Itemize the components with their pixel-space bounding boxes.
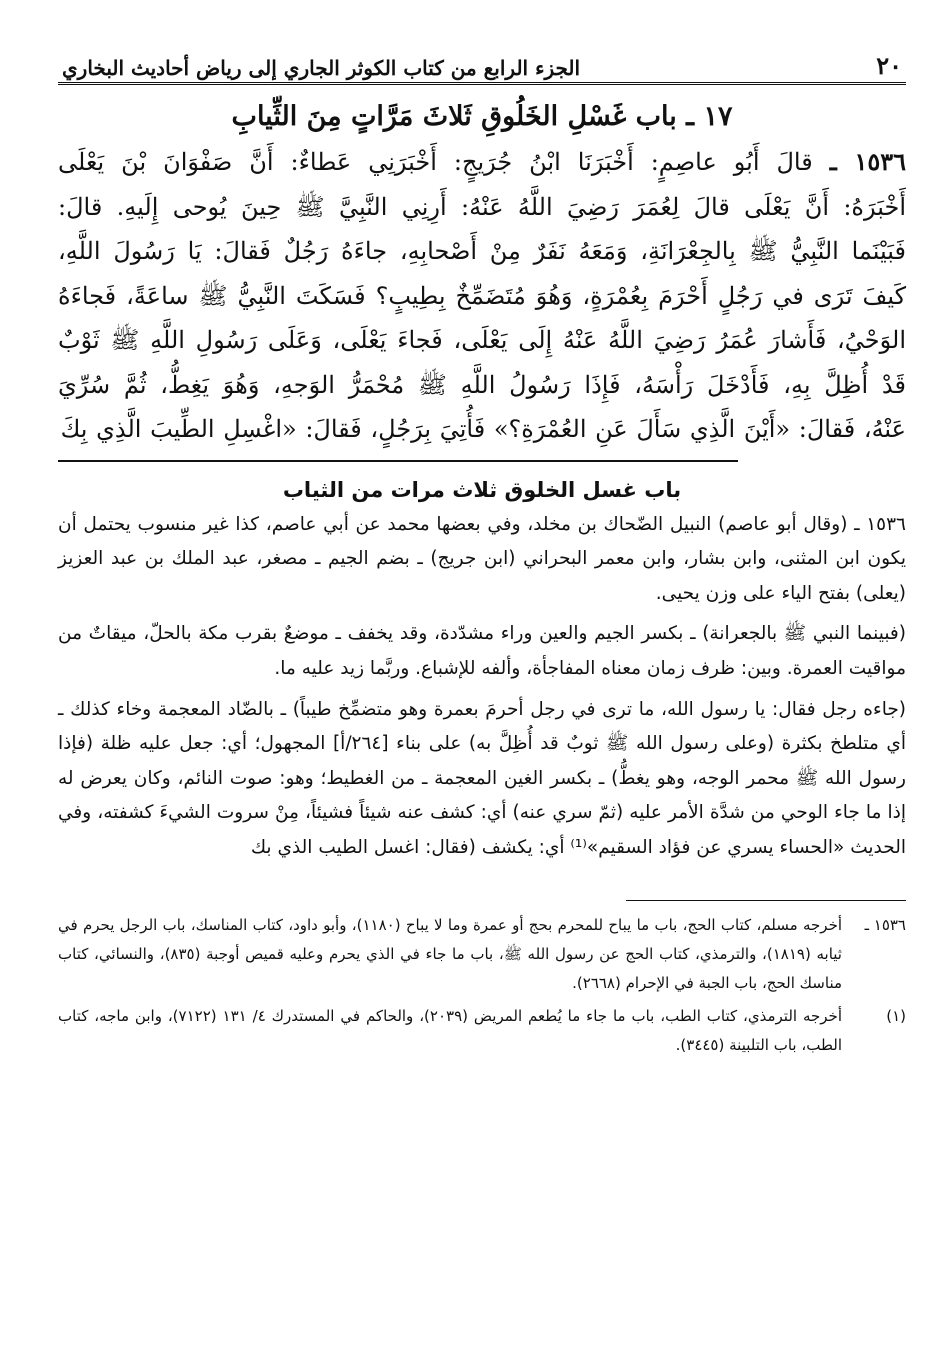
- commentary: [58, 508, 906, 866]
- book-title: الجزء الرابع من كتاب الكوثر الجاري إلى رياض أحاديث البخاري: [62, 56, 581, 80]
- footnote: [58, 1002, 906, 1060]
- footnote: [58, 911, 906, 998]
- footnotes: [58, 911, 906, 1060]
- hadith-line: ١٥٣٦ ـ قالَ أَبُو عاصِمٍ: أَخْبَرَنَا ابْنُ جُرَيجٍ: أَخْبَرَنِي عَطاءٌ: أَنَّ صَفْوَانَ بْنَ يَعْلَى: [58, 147, 906, 177]
- chapter-heading: ١٧ ـ باب غَسْلِ الخَلُوقِ ثَلاثَ مَرَّاتٍ مِنَ الثِّيابِ: [231, 101, 733, 132]
- footnote-label: (١): [886, 1006, 906, 1025]
- section-separator: [58, 460, 738, 462]
- page-number: ٢٠: [876, 51, 902, 80]
- footnote-text: أخرجه مسلم، كتاب الحج، باب ما يباح للمحرم بحج أو عمرة وما لا يباح (١١٨٠)، وأبو داود، كتاب المناسك، باب الرجل يحرم في ثيابه (١٨١٩)، والترمذي، كتاب الحج عن رسول الله ﷺ، باب ما جاء في الذي يحرم وعليه قميص أوجبة (٨٣٥)، والنسائي، كتاب مناسك الحج، باب الجبة في الإحرام (٢٦٦٨).: [58, 915, 843, 992]
- commentary-heading: باب غسل الخلوق ثلاث مرات من الثياب: [282, 477, 682, 502]
- hadith-line: قَدْ أُظِلَّ بِهِ، فَأَدْخَلَ رَأْسَهُ، فَإِذَا رَسُولُ اللَّهِ ﷺ مُحْمَرُّ الوَجهِ، وَهُوَ يَغِطُّ، ثُمَّ سُرِّيَ: [58, 370, 906, 399]
- running-header: [58, 42, 906, 85]
- hadith-line: أَخْبَرَهُ: أَنَّ يَعْلَى قالَ لِعُمَرَ رَضِيَ اللَّهُ عَنْهُ: أَرِنِي النَّبِيَّ ﷺ حِينَ يُوحى إِلَيهِ. قالَ:: [58, 192, 906, 221]
- commentary-paragraph: ١٥٣٦ ـ (وقال أبو عاصم) النبيل الضّحاك بن مخلد، وفي بعضها محمد عن أبي عاصم، كذا غير منسوب يحتمل أن يكون ابن المثنى، وابن بشار، وابن معمر البحراني (ابن جريج) ـ بضم الجيم ـ مصغر، عبد الملك بن عبد العزيز (يعلى) بفتح الياء على وزن يحيى.: [58, 513, 906, 604]
- footnote-rule: [626, 900, 906, 901]
- hadith-text: [58, 140, 906, 452]
- book-page: [58, 42, 906, 1064]
- footnote-label: ١٥٣٦ ـ: [864, 915, 906, 934]
- hadith-line: الوَحْيُ، فَأَشارَ عُمَرُ رَضِيَ اللَّهُ عَنْهُ إِلَى يَعْلَى، فَجاءَ يَعْلَى، وَعَلَى رَسُولِ اللَّهِ ﷺ ثَوْبٌ: [58, 326, 906, 355]
- commentary-paragraph: (فبينما النبي ﷺ بالجعرانة) ـ بكسر الجيم والعين وراء مشدّدة، وقد يخفف ـ موضعٌ بقرب مكة بالحلّ، ميقاتٌ من مواقيت العمرة. وبين: ظرف زمان معناه المفاجأة، وألفه للإشباع. وربَّما زيد عليه ما.: [58, 623, 906, 679]
- hadith-line: كَيفَ تَرَى في رَجُلٍ أَحْرَمَ بِعُمْرَةٍ، وَهُوَ مُتَضَمِّخٌ بِطِيبٍ؟ فَسَكَتَ النَّبِيُّ ﷺ ساعَةً، فَجاءَهُ: [58, 281, 907, 310]
- commentary-paragraph: (جاءه رجل فقال: يا رسول الله، ما ترى في رجل أحرمَ بعمرة وهو متضمِّخ طيباً) ـ بالضّاد المعجمة وخاء كذلك ـ أي متلطخ بكثرة (وعلى رسول الله ﷺ ثوبٌ قد أُظِلَّ به) على بناء [٢٦٤/أ] المجهول؛ أي: جعل عليه ظلة (فإذا رسول الله ﷺ محمر الوجه، وهو يغطُّ) ـ بكسر الغين المعجمة ـ من الغطيط؛ وهو: صوت النائم، وكان يعرض له إذا ما جاء الوحي من شدَّة الأمر عليه (ثمّ سري عنه) أي: كشف عنه شيئاً فشيئاً، مِنْ سروت الشيءَ كشفته، وفي الحديث «الحساء يسري عن فؤاد السقيم»⁽¹⁾ أي: يكشف (فقال: اغسل الطيب الذي بك: [58, 698, 906, 858]
- hadith-number: ١٥٣٦ ـ: [829, 147, 906, 177]
- hadith-line: عَنْهُ، فَقالَ: «أَيْنَ الَّذِي سَأَلَ عَنِ العُمْرَةِ؟» فَأُتِيَ بِرَجُلٍ، فَقالَ: «اغْسِلِ الطِّيبَ الَّذِي بِكَ: [60, 415, 906, 444]
- footnote-text: أخرجه الترمذي، كتاب الطب، باب ما جاء ما يُطعم المريض (٢٠٣٩)، والحاكم في المستدرك ٤/ ١٣١ (٧١٢٢)، وابن ماجه، كتاب الطب، باب التلبينة (٣٤٤٥).: [58, 1006, 842, 1054]
- hadith-line: فَبَيْنَما النَّبِيُّ ﷺ بِالجِعْرَانَةِ، وَمَعَهُ نَفَرٌ مِنْ أَصْحابِهِ، جاءَهُ رَجُلٌ فَقالَ: يَا رَسُولَ اللَّهِ،: [58, 237, 906, 266]
